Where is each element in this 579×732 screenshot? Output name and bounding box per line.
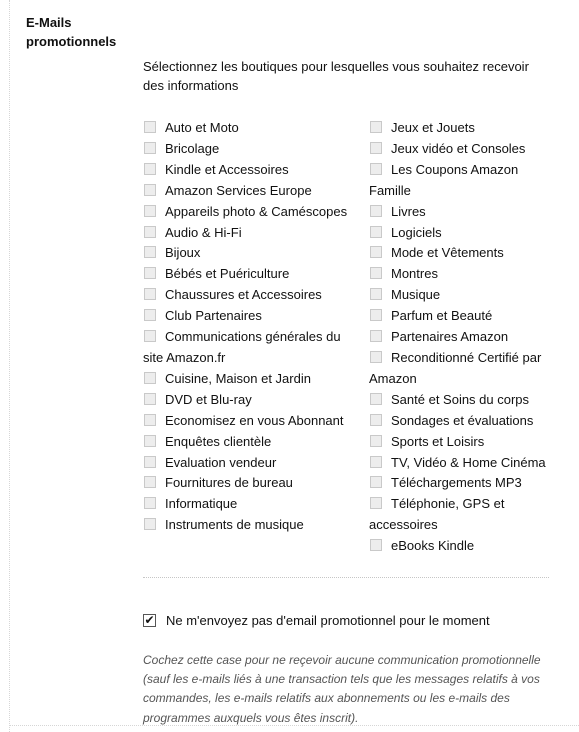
store-option-dvd-bluray[interactable]: DVD et Blu-ray [143,390,358,411]
store-option-parfum-beaute[interactable]: Parfum et Beauté [369,306,554,327]
store-checkbox[interactable] [370,267,382,279]
store-option-bebes-puericulture[interactable]: Bébés et Puériculture [143,264,358,285]
store-option-bijoux[interactable]: Bijoux [143,243,358,264]
store-checkbox[interactable] [144,288,156,300]
store-checkbox[interactable] [370,393,382,405]
store-option-logiciels[interactable]: Logiciels [369,223,554,244]
store-checkbox[interactable] [370,226,382,238]
store-option-cuisine-maison-jardin[interactable]: Cuisine, Maison et Jardin [143,369,358,390]
store-checkbox[interactable] [370,121,382,133]
store-checkbox[interactable] [144,246,156,258]
store-option-club-partenaires[interactable]: Club Partenaires [143,306,358,327]
store-option-musique[interactable]: Musique [369,285,554,306]
store-checkbox[interactable] [144,142,156,154]
store-list-right [369,118,554,557]
store-option-appareils-photo[interactable]: Appareils photo & Caméscopes [143,202,358,223]
checkmark-icon: ✔ [144,613,155,627]
store-checkbox[interactable] [370,351,382,363]
store-checkbox[interactable] [144,456,156,468]
store-checkbox[interactable] [370,539,382,551]
store-checkbox[interactable] [144,226,156,238]
store-option-fournitures-bureau[interactable]: Fournitures de bureau [143,473,358,494]
store-checkbox[interactable] [370,309,382,321]
optout-checkbox[interactable] [143,614,156,627]
store-option-tv-video-home-cinema[interactable]: TV, Vidéo & Home Cinéma [369,453,554,474]
store-option-reconditionne-certifie[interactable]: Reconditionné Certifié par Amazon [369,349,542,386]
optout-label: Ne m'envoyez pas d'email promotionnel pour le moment [166,613,490,628]
store-checkbox[interactable] [370,435,382,447]
section-divider [143,577,549,578]
store-checkbox[interactable] [144,309,156,321]
section-intro: Sélectionnez les boutiques pour lesquelles vous souhaitez recevoir des informations [143,59,529,93]
section-border-left [9,0,10,732]
store-checkbox[interactable] [144,476,156,488]
store-option-sondages-evaluations[interactable]: Sondages et évaluations [369,411,554,432]
store-option-evaluation-vendeur[interactable]: Evaluation vendeur [143,453,358,474]
store-checkbox[interactable] [144,184,156,196]
store-checkbox[interactable] [370,414,382,426]
store-option-coupons-famille[interactable]: Les Coupons Amazon Famille [369,161,519,198]
store-checkbox[interactable] [370,330,382,342]
store-checkbox[interactable] [370,246,382,258]
store-checkbox[interactable] [144,393,156,405]
store-checkbox[interactable] [370,456,382,468]
store-option-mode-vetements[interactable]: Mode et Vêtements [369,243,554,264]
store-checkbox[interactable] [370,288,382,300]
section-title: E-Mails promotionnels [26,15,117,49]
store-checkbox[interactable] [144,163,156,175]
store-option-telechargements-mp3[interactable]: Téléchargements MP3 [369,473,554,494]
store-option-communications-generales[interactable]: Communications générales du site Amazon.fr [143,329,341,365]
store-option-kindle-accessoires[interactable]: Kindle et Accessoires [143,160,358,181]
store-checkbox[interactable] [144,330,156,342]
store-option-sante-soins[interactable]: Santé et Soins du corps [369,390,554,411]
optout-note: Cochez cette case pour ne reçevoir aucune communication promotionnelle (sauf les e-mails liés à une transaction tels que les messages relatifs à vos commandes, les e-mails relatifs aux abonnements ou les e-mails des programmes auxquels vous êtes inscrit). [143,653,541,725]
store-option-montres[interactable]: Montres [369,264,554,285]
optout-option[interactable] [143,611,490,631]
store-list-left [143,118,358,536]
store-checkbox[interactable] [144,497,156,509]
store-checkbox[interactable] [144,205,156,217]
store-option-bricolage[interactable]: Bricolage [143,139,358,160]
store-option-ebooks-kindle[interactable]: eBooks Kindle [369,536,554,557]
store-checkbox[interactable] [370,497,382,509]
store-checkbox[interactable] [144,414,156,426]
store-option-jeux-jouets[interactable]: Jeux et Jouets [369,118,554,139]
store-option-informatique[interactable]: Informatique [143,494,358,515]
store-option-jeux-video[interactable]: Jeux vidéo et Consoles [369,139,554,160]
store-option-chaussures[interactable]: Chaussures et Accessoires [143,285,358,306]
store-option-partenaires-amazon[interactable]: Partenaires Amazon [369,327,554,348]
store-checkbox[interactable] [144,121,156,133]
store-checkbox[interactable] [144,435,156,447]
store-option-livres[interactable]: Livres [369,202,554,223]
store-checkbox[interactable] [370,205,382,217]
store-option-instruments-musique[interactable]: Instruments de musique [143,515,358,536]
store-checkbox[interactable] [370,142,382,154]
store-option-audio-hifi[interactable]: Audio & Hi-Fi [143,223,358,244]
store-checkbox[interactable] [370,476,382,488]
store-option-amazon-services-europe[interactable]: Amazon Services Europe [143,181,358,202]
store-option-sports-loisirs[interactable]: Sports et Loisirs [369,432,554,453]
store-checkbox[interactable] [144,372,156,384]
store-option-auto-moto[interactable]: Auto et Moto [143,118,358,139]
store-checkbox[interactable] [144,518,156,530]
store-option-telephonie-gps[interactable]: Téléphonie, GPS et accessoires [369,496,505,533]
store-checkbox[interactable] [144,267,156,279]
store-option-economisez-abonnant[interactable]: Economisez en vous Abonnant [143,411,358,432]
store-checkbox[interactable] [370,163,382,175]
store-option-enquetes-clientele[interactable]: Enquêtes clientèle [143,432,358,453]
